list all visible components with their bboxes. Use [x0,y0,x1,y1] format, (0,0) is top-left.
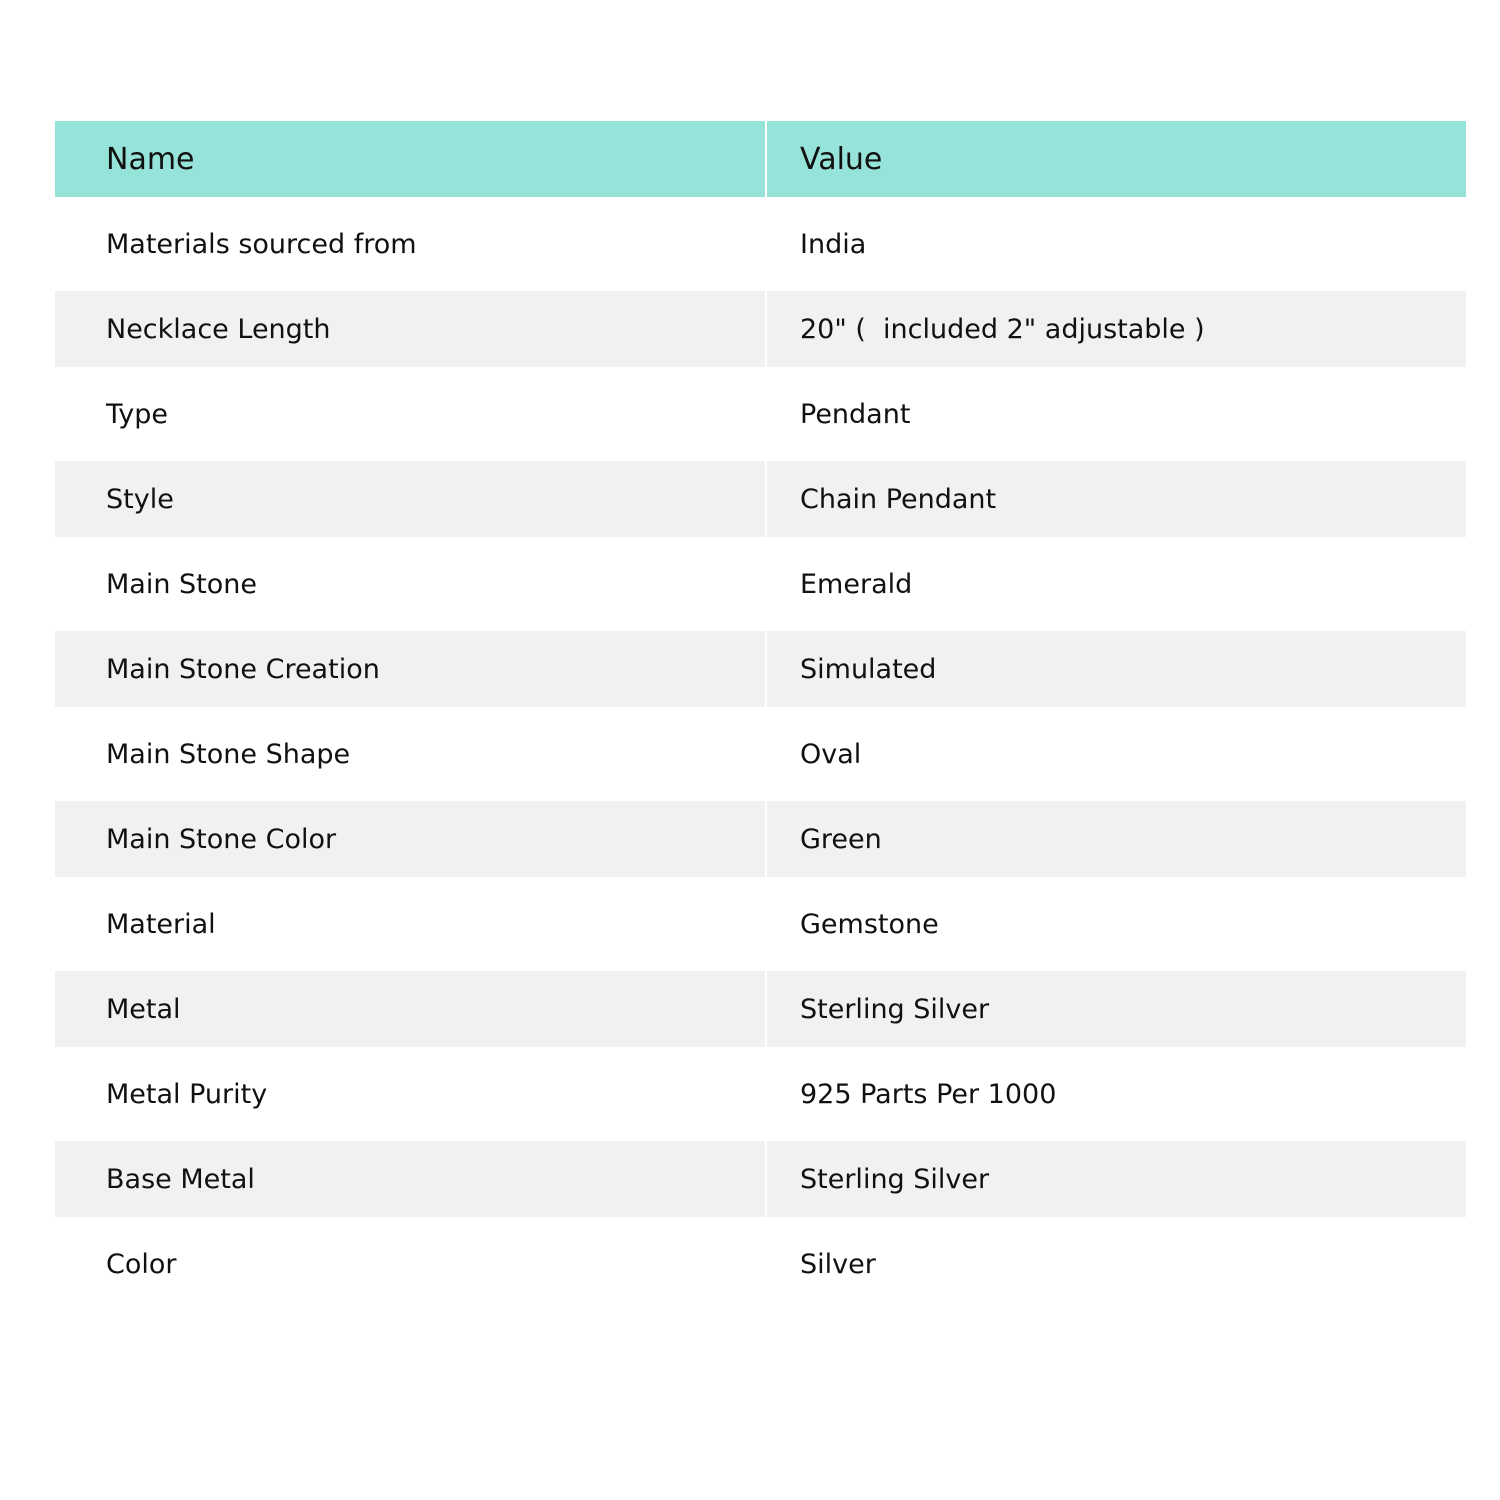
table-row [55,877,1466,971]
table-row [55,1141,1466,1217]
row-value-cell: Sterling Silver [766,1141,1466,1217]
row-name-cell: Main Stone [55,537,766,631]
spec-table [55,121,1466,1311]
row-value-cell: Pendant [800,398,911,430]
row-value-cell: Chain Pendant [766,461,1466,537]
table-row [55,197,1466,291]
table-row [55,801,1466,877]
column-header-name: Name [55,121,766,197]
row-value-cell: Gemstone [800,908,939,940]
row-name-cell: Main Stone Shape [55,707,766,801]
table-row [55,1217,1466,1311]
table-row [55,291,1466,367]
row-value-cell: Sterling Silver [766,971,1466,1047]
row-name-cell: Base Metal [55,1141,766,1217]
row-value-cell: Oval [800,738,862,770]
row-value-cell: 925 Parts Per 1000 [800,1078,1057,1110]
row-name-cell: Color [55,1217,766,1311]
row-name-cell: Style [55,461,766,537]
row-value-cell: Silver [800,1248,876,1280]
table-row [55,631,1466,707]
row-value-cell: India [800,228,867,260]
row-name-cell: Materials sourced from [55,197,766,291]
table-row [55,461,1466,537]
row-name-cell: Main Stone Color [55,801,766,877]
table-row [55,1047,1466,1141]
row-name-cell: Type [55,367,766,461]
table-header-row [55,121,1466,197]
row-value-cell: 20" ( included 2" adjustable ) [766,291,1466,367]
row-name-cell: Metal [55,971,766,1047]
row-name-cell: Metal Purity [55,1047,766,1141]
table-row [55,707,1466,801]
table-row [55,367,1466,461]
table-row [55,971,1466,1047]
row-value-cell: Green [766,801,1466,877]
spec-table-container [55,121,1466,1311]
row-value-cell: Simulated [766,631,1466,707]
column-header-value: Value [766,121,1466,197]
row-value-cell: Emerald [800,568,913,600]
row-name-cell: Necklace Length [55,291,766,367]
row-name-cell: Material [55,877,766,971]
row-name-cell: Main Stone Creation [55,631,766,707]
table-row [55,537,1466,631]
